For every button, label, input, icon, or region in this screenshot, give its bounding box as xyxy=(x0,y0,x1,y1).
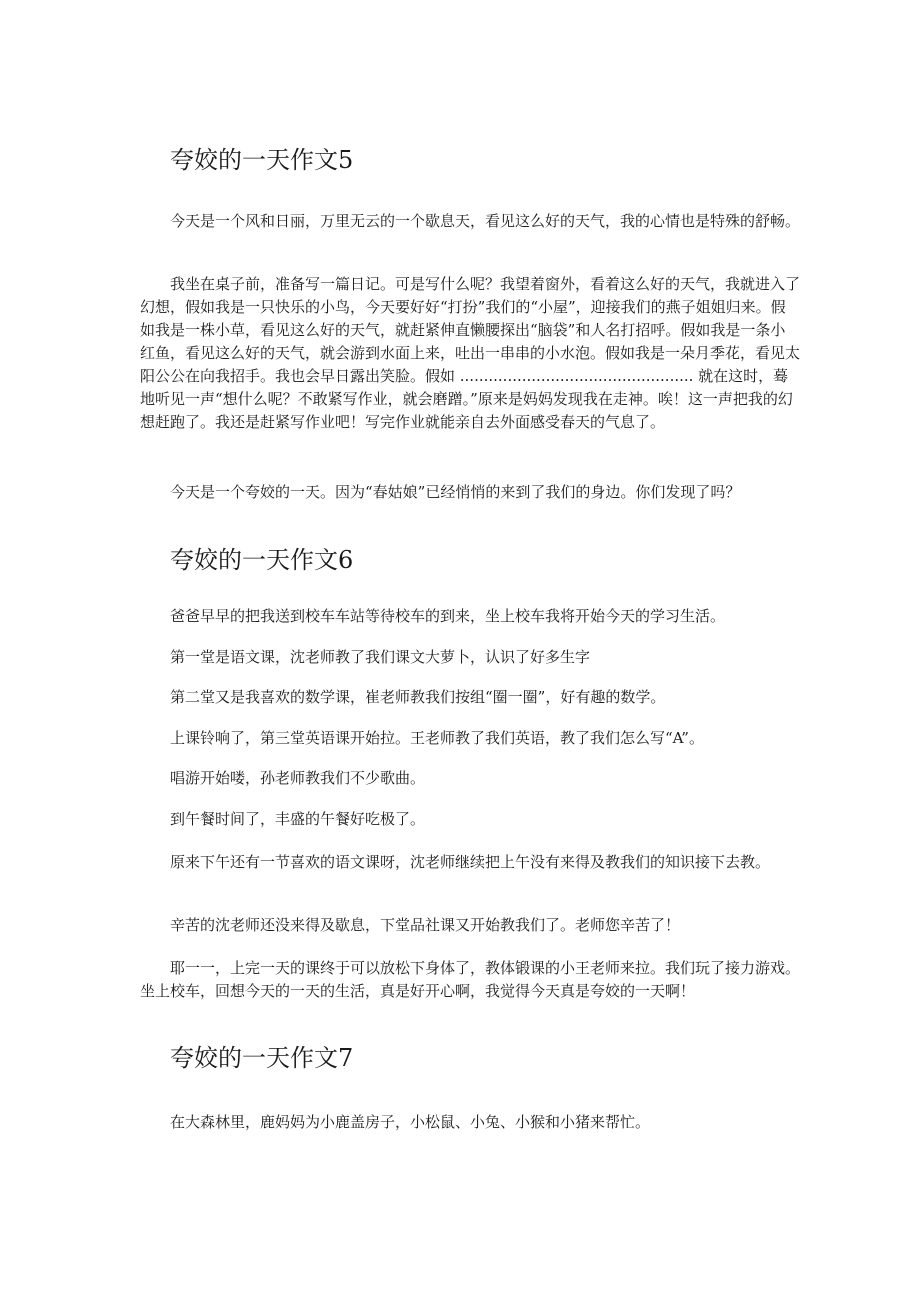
paragraph: 第一堂是语文课，沈老师教了我们课文大萝卜，认识了好多生字 xyxy=(170,648,591,666)
paragraph: 我坐在桌子前，准备写一篇日记。可是写什么呢？我望着窗外，看着这么好的天气，我就进入了幻想，假如我是一只快乐的小鸟，今天要好好“打扮”我们的“小屋”，迎接我们的燕子姐姐归来。假如我是一株小草，看见这么好的天气，就赶紧伸直懒腰探出“脑袋”和人名打招呼。假如我是一条小红鱼，看见这么好的天气，就会游到水面上来，吐出一串串的小水泡。假如我是一朵月季花，看见太阳公公在向我招手。我也会早日露出笑脸。假如 ................................................. 就在这时，蓦地听见一声“想什么呢？不敢紧写作业，就会磨蹭。”原来是妈妈发现我在走神。唉！这一声把我的幻想赶跑了。我还是赶紧写作业吧！写完作业就能亲自去外面感受春天的气息了。 xyxy=(140,275,801,431)
paragraph: 唱游开始喽，孙老师教我们不少歌曲。 xyxy=(170,769,426,787)
paragraph: 爸爸早早的把我送到校车车站等待校车的到来，坐上校车我将开始今天的学习生活。 xyxy=(170,607,726,625)
paragraph: 上课铃响了，第三堂英语课开始拉。王老师教了我们英语，教了我们怎么写“A”。 xyxy=(170,729,704,747)
paragraph: 今天是一个夸姣的一天。因为“春姑娘”已经悄悄的来到了我们的身边。你们发现了吗？ xyxy=(170,483,741,501)
paragraph: 在大森林里，鹿妈妈为小鹿盖房子，小松鼠、小兔、小猴和小猪来帮忙。 xyxy=(170,1113,651,1131)
essay-title-7: 夸姣的一天作文7 xyxy=(170,1044,354,1072)
paragraph: 耶一一，上完一天的课终于可以放松下身体了，教体锻课的小王老师来拉。我们玩了接力游戏。坐上校车，回想今天的一天的生活，真是好开心啊，我觉得今天真是夸姣的一天啊！ xyxy=(140,959,801,1000)
paragraph: 到午餐时间了，丰盛的午餐好吃极了。 xyxy=(170,810,426,828)
paragraph: 第二堂又是我喜欢的数学课，崔老师教我们按组“圈一圈”，好有趣的数学。 xyxy=(170,688,666,706)
essay-title-6: 夸姣的一天作文6 xyxy=(170,546,354,574)
paragraph: 辛苦的沈老师还没来得及歇息，下堂品社课又开始教我们了。老师您辛苦了！ xyxy=(170,916,681,934)
paragraph: 今天是一个风和日丽，万里无云的一个歇息天，看见这么好的天气，我的心情也是特殊的舒畅。 xyxy=(170,212,801,230)
essay-title-5: 夸姣的一天作文5 xyxy=(170,146,354,174)
paragraph: 原来下午还有一节喜欢的语文课呀，沈老师继续把上午没有来得及教我们的知识接下去教。 xyxy=(170,853,771,871)
